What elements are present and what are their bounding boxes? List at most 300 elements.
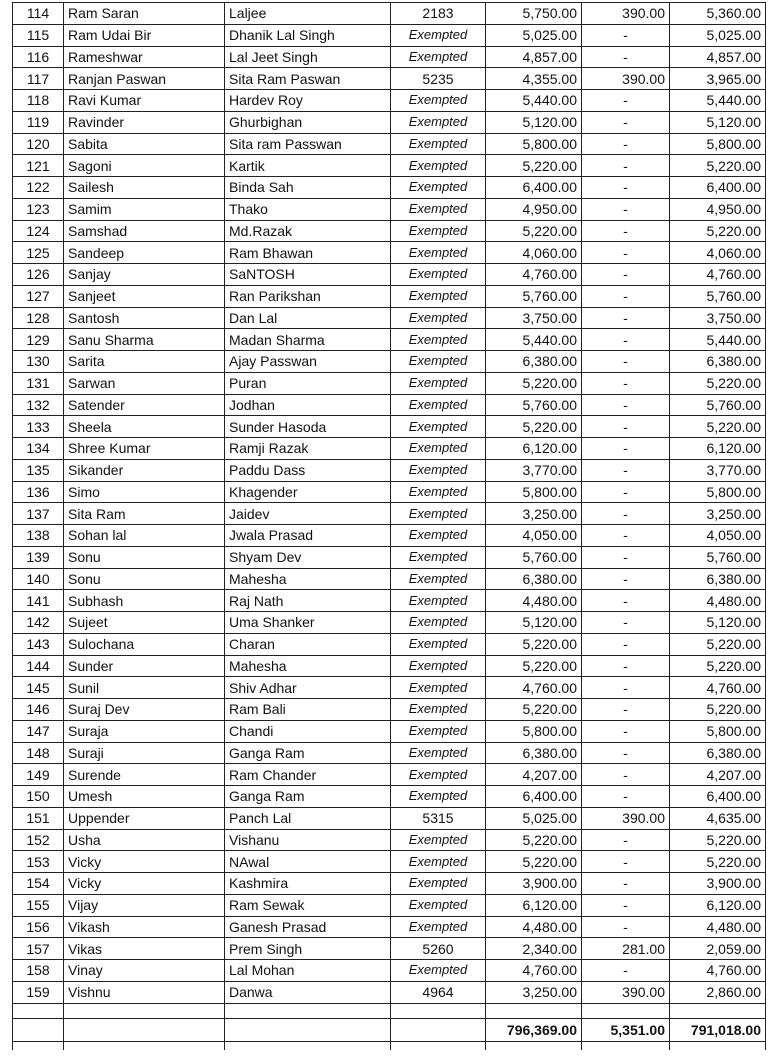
deduction-cell: - — [582, 394, 670, 416]
father-name-cell: Ramji Razak — [225, 438, 391, 460]
empty-cell — [486, 1003, 582, 1018]
table-row — [13, 68, 766, 90]
table-row — [13, 264, 766, 286]
empty-cell — [670, 1041, 766, 1050]
total-net-cell: 791,018.00 — [670, 1018, 766, 1041]
uan-cell: 2183 — [391, 3, 486, 25]
employee-name-cell: Sonu — [64, 568, 225, 590]
serial-number-cell: 159 — [13, 981, 64, 1003]
employee-name-cell: Satender — [64, 394, 225, 416]
blank-row — [13, 1003, 766, 1018]
empty-cell — [582, 1041, 670, 1050]
gross-wage-cell: 6,400.00 — [486, 177, 582, 199]
father-name-cell: Jwala Prasad — [225, 525, 391, 547]
uan-cell: Exempted — [391, 960, 486, 982]
net-wage-cell: 5,220.00 — [670, 699, 766, 721]
employee-name-cell: Sunil — [64, 677, 225, 699]
employee-name-cell: Sujeet — [64, 612, 225, 634]
uan-cell: Exempted — [391, 916, 486, 938]
father-name-cell: Binda Sah — [225, 177, 391, 199]
table-row — [13, 394, 766, 416]
serial-number-cell: 132 — [13, 394, 64, 416]
father-name-cell: Ram Chander — [225, 764, 391, 786]
net-wage-cell: 5,800.00 — [670, 133, 766, 155]
table-row — [13, 351, 766, 373]
employee-name-cell: Suraja — [64, 720, 225, 742]
gross-wage-cell: 4,355.00 — [486, 68, 582, 90]
table-row — [13, 3, 766, 25]
uan-cell: Exempted — [391, 677, 486, 699]
employee-name-cell: Santosh — [64, 307, 225, 329]
employee-name-cell: Sulochana — [64, 633, 225, 655]
table-row — [13, 46, 766, 68]
deduction-cell: - — [582, 851, 670, 873]
father-name-cell: Chandi — [225, 720, 391, 742]
uan-cell: Exempted — [391, 46, 486, 68]
employee-name-cell: Uppender — [64, 807, 225, 829]
deduction-cell: - — [582, 873, 670, 895]
totals-row — [13, 1018, 766, 1041]
uan-cell: Exempted — [391, 329, 486, 351]
table-row — [13, 177, 766, 199]
employee-name-cell: Sanjeet — [64, 285, 225, 307]
net-wage-cell: 5,220.00 — [670, 655, 766, 677]
uan-cell: Exempted — [391, 633, 486, 655]
uan-cell: Exempted — [391, 503, 486, 525]
serial-number-cell: 126 — [13, 264, 64, 286]
serial-number-cell: 144 — [13, 655, 64, 677]
father-name-cell: Lal Jeet Singh — [225, 46, 391, 68]
deduction-cell: - — [582, 677, 670, 699]
deduction-cell: - — [582, 568, 670, 590]
uan-cell: Exempted — [391, 612, 486, 634]
uan-cell: Exempted — [391, 155, 486, 177]
serial-number-cell: 115 — [13, 24, 64, 46]
deduction-cell: - — [582, 525, 670, 547]
father-name-cell: Ghurbighan — [225, 111, 391, 133]
net-wage-cell: 3,750.00 — [670, 307, 766, 329]
employee-name-cell: Sabita — [64, 133, 225, 155]
net-wage-cell: 4,060.00 — [670, 242, 766, 264]
father-name-cell: Dan Lal — [225, 307, 391, 329]
serial-number-cell: 116 — [13, 46, 64, 68]
serial-number-cell: 153 — [13, 851, 64, 873]
uan-cell: Exempted — [391, 285, 486, 307]
table-row — [13, 242, 766, 264]
empty-cell — [64, 1018, 225, 1041]
gross-wage-cell: 5,800.00 — [486, 481, 582, 503]
father-name-cell: Laljee — [225, 3, 391, 25]
serial-number-cell: 152 — [13, 829, 64, 851]
father-name-cell: Ran Parikshan — [225, 285, 391, 307]
uan-cell: Exempted — [391, 546, 486, 568]
deduction-cell: - — [582, 177, 670, 199]
net-wage-cell: 4,950.00 — [670, 198, 766, 220]
father-name-cell: Ram Sewak — [225, 894, 391, 916]
employee-name-cell: Sarita — [64, 351, 225, 373]
father-name-cell: Md.Razak — [225, 220, 391, 242]
employee-name-cell: Vijay — [64, 894, 225, 916]
uan-cell: Exempted — [391, 307, 486, 329]
table-row — [13, 198, 766, 220]
serial-number-cell: 147 — [13, 720, 64, 742]
table-row — [13, 155, 766, 177]
deduction-cell: - — [582, 285, 670, 307]
deduction-cell: - — [582, 590, 670, 612]
table-row — [13, 633, 766, 655]
uan-cell: Exempted — [391, 590, 486, 612]
net-wage-cell: 6,120.00 — [670, 894, 766, 916]
net-wage-cell: 5,220.00 — [670, 155, 766, 177]
net-wage-cell: 2,860.00 — [670, 981, 766, 1003]
father-name-cell: Ganga Ram — [225, 786, 391, 808]
serial-number-cell: 156 — [13, 916, 64, 938]
table-row — [13, 372, 766, 394]
serial-number-cell: 148 — [13, 742, 64, 764]
net-wage-cell: 4,480.00 — [670, 590, 766, 612]
father-name-cell: Danwa — [225, 981, 391, 1003]
employee-name-cell: Ravi Kumar — [64, 90, 225, 112]
father-name-cell: Madan Sharma — [225, 329, 391, 351]
serial-number-cell: 119 — [13, 111, 64, 133]
uan-cell: 4964 — [391, 981, 486, 1003]
serial-number-cell: 124 — [13, 220, 64, 242]
deduction-cell: - — [582, 633, 670, 655]
serial-number-cell: 130 — [13, 351, 64, 373]
employee-name-cell: Simo — [64, 481, 225, 503]
deduction-cell: 390.00 — [582, 3, 670, 25]
employee-name-cell: Sanu Sharma — [64, 329, 225, 351]
employee-name-cell: Vinay — [64, 960, 225, 982]
serial-number-cell: 114 — [13, 3, 64, 25]
gross-wage-cell: 5,220.00 — [486, 655, 582, 677]
gross-wage-cell: 4,760.00 — [486, 960, 582, 982]
uan-cell: Exempted — [391, 786, 486, 808]
gross-wage-cell: 4,060.00 — [486, 242, 582, 264]
employee-name-cell: Sarwan — [64, 372, 225, 394]
uan-cell: Exempted — [391, 416, 486, 438]
deduction-cell: - — [582, 503, 670, 525]
uan-cell: Exempted — [391, 24, 486, 46]
uan-cell: Exempted — [391, 568, 486, 590]
gross-wage-cell: 6,380.00 — [486, 742, 582, 764]
net-wage-cell: 6,400.00 — [670, 786, 766, 808]
empty-cell — [13, 1018, 64, 1041]
employee-name-cell: Vikas — [64, 938, 225, 960]
net-wage-cell: 5,220.00 — [670, 372, 766, 394]
father-name-cell: Sita Ram Paswan — [225, 68, 391, 90]
gross-wage-cell: 5,120.00 — [486, 612, 582, 634]
father-name-cell: Hardev Roy — [225, 90, 391, 112]
uan-cell: Exempted — [391, 873, 486, 895]
serial-number-cell: 131 — [13, 372, 64, 394]
table-row — [13, 677, 766, 699]
uan-cell: Exempted — [391, 699, 486, 721]
net-wage-cell: 5,760.00 — [670, 394, 766, 416]
father-name-cell: Shyam Dev — [225, 546, 391, 568]
wage-register-table — [12, 2, 766, 1050]
uan-cell: Exempted — [391, 459, 486, 481]
employee-name-cell: Samshad — [64, 220, 225, 242]
gross-wage-cell: 5,220.00 — [486, 155, 582, 177]
deduction-cell: - — [582, 438, 670, 460]
gross-wage-cell: 4,857.00 — [486, 46, 582, 68]
empty-cell — [391, 1018, 486, 1041]
net-wage-cell: 4,760.00 — [670, 677, 766, 699]
gross-wage-cell: 4,050.00 — [486, 525, 582, 547]
serial-number-cell: 158 — [13, 960, 64, 982]
father-name-cell: Panch Lal — [225, 807, 391, 829]
serial-number-cell: 134 — [13, 438, 64, 460]
gross-wage-cell: 5,760.00 — [486, 546, 582, 568]
deduction-cell: - — [582, 416, 670, 438]
gross-wage-cell: 5,750.00 — [486, 3, 582, 25]
deduction-cell: - — [582, 133, 670, 155]
gross-wage-cell: 5,120.00 — [486, 111, 582, 133]
employee-name-cell: Ram Udai Bir — [64, 24, 225, 46]
table-row — [13, 916, 766, 938]
gross-wage-cell: 5,760.00 — [486, 285, 582, 307]
gross-wage-cell: 4,207.00 — [486, 764, 582, 786]
net-wage-cell: 6,120.00 — [670, 438, 766, 460]
net-wage-cell: 4,760.00 — [670, 264, 766, 286]
employee-name-cell: Sohan lal — [64, 525, 225, 547]
empty-cell — [13, 1041, 64, 1050]
father-name-cell: Raj Nath — [225, 590, 391, 612]
net-wage-cell: 5,760.00 — [670, 546, 766, 568]
uan-cell: Exempted — [391, 851, 486, 873]
empty-cell — [486, 1041, 582, 1050]
total-deduction-cell: 5,351.00 — [582, 1018, 670, 1041]
employee-name-cell: Sailesh — [64, 177, 225, 199]
serial-number-cell: 140 — [13, 568, 64, 590]
employee-name-cell: Sanjay — [64, 264, 225, 286]
net-wage-cell: 5,220.00 — [670, 829, 766, 851]
deduction-cell: - — [582, 829, 670, 851]
net-wage-cell: 6,380.00 — [670, 351, 766, 373]
employee-name-cell: Subhash — [64, 590, 225, 612]
employee-name-cell: Sunder — [64, 655, 225, 677]
uan-cell: Exempted — [391, 764, 486, 786]
father-name-cell: NAwal — [225, 851, 391, 873]
gross-wage-cell: 5,220.00 — [486, 416, 582, 438]
uan-cell: Exempted — [391, 394, 486, 416]
net-wage-cell: 5,220.00 — [670, 633, 766, 655]
table-row — [13, 786, 766, 808]
serial-number-cell: 141 — [13, 590, 64, 612]
empty-cell — [391, 1041, 486, 1050]
serial-number-cell: 154 — [13, 873, 64, 895]
serial-number-cell: 123 — [13, 198, 64, 220]
serial-number-cell: 145 — [13, 677, 64, 699]
gross-wage-cell: 5,220.00 — [486, 372, 582, 394]
serial-number-cell: 133 — [13, 416, 64, 438]
gross-wage-cell: 5,220.00 — [486, 699, 582, 721]
father-name-cell: Prem Singh — [225, 938, 391, 960]
empty-cell — [582, 1003, 670, 1018]
deduction-cell: - — [582, 481, 670, 503]
employee-name-cell: Sandeep — [64, 242, 225, 264]
deduction-cell: - — [582, 546, 670, 568]
father-name-cell: SaNTOSH — [225, 264, 391, 286]
father-name-cell: Ram Bhawan — [225, 242, 391, 264]
deduction-cell: - — [582, 90, 670, 112]
uan-cell: Exempted — [391, 111, 486, 133]
employee-name-cell: Suraj Dev — [64, 699, 225, 721]
gross-wage-cell: 6,380.00 — [486, 568, 582, 590]
father-name-cell: Mahesha — [225, 655, 391, 677]
deduction-cell: - — [582, 24, 670, 46]
serial-number-cell: 149 — [13, 764, 64, 786]
empty-cell — [64, 1003, 225, 1018]
serial-number-cell: 118 — [13, 90, 64, 112]
serial-number-cell: 135 — [13, 459, 64, 481]
uan-cell: Exempted — [391, 177, 486, 199]
table-row — [13, 133, 766, 155]
gross-wage-cell: 5,440.00 — [486, 90, 582, 112]
net-wage-cell: 5,220.00 — [670, 851, 766, 873]
net-wage-cell: 5,800.00 — [670, 481, 766, 503]
net-wage-cell: 5,120.00 — [670, 111, 766, 133]
father-name-cell: Sita ram Passwan — [225, 133, 391, 155]
net-wage-cell: 6,380.00 — [670, 568, 766, 590]
gross-wage-cell: 4,480.00 — [486, 916, 582, 938]
serial-number-cell: 157 — [13, 938, 64, 960]
employee-name-cell: Rameshwar — [64, 46, 225, 68]
employee-name-cell: Vikash — [64, 916, 225, 938]
deduction-cell: 281.00 — [582, 938, 670, 960]
gross-wage-cell: 2,340.00 — [486, 938, 582, 960]
employee-name-cell: Sagoni — [64, 155, 225, 177]
deduction-cell: - — [582, 242, 670, 264]
serial-number-cell: 150 — [13, 786, 64, 808]
net-wage-cell: 5,120.00 — [670, 612, 766, 634]
deduction-cell: - — [582, 894, 670, 916]
serial-number-cell: 129 — [13, 329, 64, 351]
deduction-cell: - — [582, 220, 670, 242]
deduction-cell: - — [582, 720, 670, 742]
employee-name-cell: Usha — [64, 829, 225, 851]
uan-cell: Exempted — [391, 351, 486, 373]
deduction-cell: - — [582, 699, 670, 721]
gross-wage-cell: 5,760.00 — [486, 394, 582, 416]
total-gross-cell: 796,369.00 — [486, 1018, 582, 1041]
table-row — [13, 24, 766, 46]
deduction-cell: - — [582, 264, 670, 286]
serial-number-cell: 136 — [13, 481, 64, 503]
deduction-cell: - — [582, 960, 670, 982]
gross-wage-cell: 5,800.00 — [486, 720, 582, 742]
serial-number-cell: 117 — [13, 68, 64, 90]
net-wage-cell: 5,800.00 — [670, 720, 766, 742]
uan-cell: Exempted — [391, 198, 486, 220]
father-name-cell: Paddu Dass — [225, 459, 391, 481]
table-row — [13, 699, 766, 721]
table-row — [13, 220, 766, 242]
employee-name-cell: Vicky — [64, 851, 225, 873]
uan-cell: Exempted — [391, 133, 486, 155]
empty-cell — [225, 1003, 391, 1018]
net-wage-cell: 4,207.00 — [670, 764, 766, 786]
table-row — [13, 742, 766, 764]
net-wage-cell: 2,059.00 — [670, 938, 766, 960]
net-wage-cell: 4,760.00 — [670, 960, 766, 982]
gross-wage-cell: 4,760.00 — [486, 264, 582, 286]
employee-name-cell: Umesh — [64, 786, 225, 808]
deduction-cell: - — [582, 46, 670, 68]
table-row — [13, 90, 766, 112]
table-row — [13, 503, 766, 525]
empty-cell — [13, 1003, 64, 1018]
deduction-cell: 390.00 — [582, 807, 670, 829]
gross-wage-cell: 3,250.00 — [486, 981, 582, 1003]
employee-name-cell: Vishnu — [64, 981, 225, 1003]
employee-name-cell: Ram Saran — [64, 3, 225, 25]
table-row — [13, 111, 766, 133]
net-wage-cell: 4,635.00 — [670, 807, 766, 829]
father-name-cell: Lal Mohan — [225, 960, 391, 982]
deduction-cell: - — [582, 459, 670, 481]
serial-number-cell: 151 — [13, 807, 64, 829]
serial-number-cell: 139 — [13, 546, 64, 568]
uan-cell: Exempted — [391, 742, 486, 764]
deduction-cell: 390.00 — [582, 981, 670, 1003]
net-wage-cell: 6,400.00 — [670, 177, 766, 199]
father-name-cell: Puran — [225, 372, 391, 394]
table-row — [13, 829, 766, 851]
empty-cell — [225, 1041, 391, 1050]
employee-name-cell: Shree Kumar — [64, 438, 225, 460]
gross-wage-cell: 3,250.00 — [486, 503, 582, 525]
serial-number-cell: 127 — [13, 285, 64, 307]
table-row — [13, 873, 766, 895]
empty-cell — [64, 1041, 225, 1050]
table-row — [13, 807, 766, 829]
table-row — [13, 438, 766, 460]
father-name-cell: Khagender — [225, 481, 391, 503]
table-row — [13, 612, 766, 634]
father-name-cell: Ganesh Prasad — [225, 916, 391, 938]
employee-name-cell: Samim — [64, 198, 225, 220]
net-wage-cell: 5,220.00 — [670, 220, 766, 242]
net-wage-cell: 3,250.00 — [670, 503, 766, 525]
table-row — [13, 590, 766, 612]
father-name-cell: Ajay Passwan — [225, 351, 391, 373]
table-row — [13, 720, 766, 742]
employee-name-cell: Surende — [64, 764, 225, 786]
serial-number-cell: 125 — [13, 242, 64, 264]
father-name-cell: Vishanu — [225, 829, 391, 851]
deduction-cell: - — [582, 155, 670, 177]
uan-cell: Exempted — [391, 525, 486, 547]
father-name-cell: Kartik — [225, 155, 391, 177]
employee-name-cell: Suraji — [64, 742, 225, 764]
gross-wage-cell: 5,440.00 — [486, 329, 582, 351]
uan-cell: Exempted — [391, 438, 486, 460]
empty-cell — [225, 1018, 391, 1041]
father-name-cell: Thako — [225, 198, 391, 220]
gross-wage-cell: 5,220.00 — [486, 220, 582, 242]
father-name-cell: Dhanik Lal Singh — [225, 24, 391, 46]
employee-name-cell: Ranjan Paswan — [64, 68, 225, 90]
gross-wage-cell: 6,120.00 — [486, 894, 582, 916]
table-row — [13, 981, 766, 1003]
gross-wage-cell: 5,025.00 — [486, 807, 582, 829]
deduction-cell: - — [582, 372, 670, 394]
father-name-cell: Shiv Adhar — [225, 677, 391, 699]
uan-cell: 5235 — [391, 68, 486, 90]
deduction-cell: - — [582, 786, 670, 808]
